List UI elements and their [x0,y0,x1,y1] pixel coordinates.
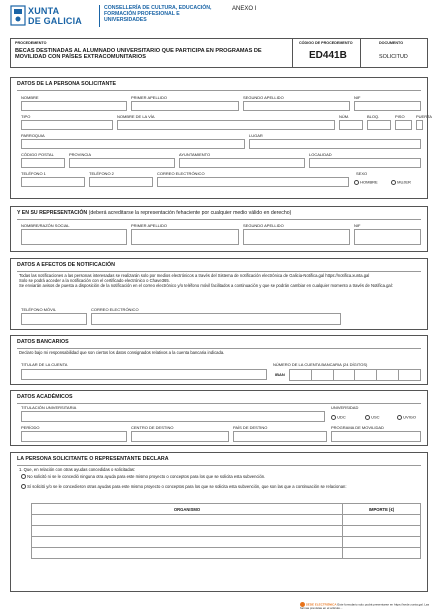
udc-label: UDC [337,414,346,420]
organismo-header: ORGANISMO [32,504,343,515]
representative-section [10,206,428,252]
logo-divider [99,5,100,27]
titular-label: TITULAR DE LA CUENTA [21,362,68,367]
periodo-label: PERÍODO [21,425,40,430]
rep-primer-apellido-field[interactable] [131,229,239,245]
notification-text [19,273,421,289]
lugar-field[interactable] [249,139,421,149]
numero-cuenta-label: NÚMERO DE LA CUENTA BANCARIA (24 DÍGITOS) [273,362,368,367]
procedure-title: BECAS DESTINADAS AL ALUMNADO UNIVERSITARIO QUE PARTICIPA EN PROGRAMAS DE MOVILIDAD CON PAÍSES EXTRACOMUNITARIOS [15,48,262,61]
mujer-label: MUJER [397,179,411,185]
opt2-radio[interactable] [21,484,26,489]
correo-label: CORREO ELECTRÓNICO [157,171,205,176]
telefono2-field[interactable] [89,177,153,187]
periodo-field[interactable] [21,431,127,442]
rep-nif-label: NIF [354,223,361,228]
aid-table [31,503,421,559]
table-row [32,515,421,526]
bank-section [10,335,428,385]
tipo-label: TIPO [21,114,31,119]
centro-label: CENTRO DE DESTINO [131,425,174,430]
nombre-label: NOMBRE [21,95,39,100]
galicia-shield-icon [10,5,26,27]
sexo-hombre-option[interactable] [354,180,378,185]
bank-declaration: Declaro bajo mi responsabilidad que son ciertos los datos consignados relativos a la cuenta bancaria indicada. [19,350,225,355]
centro-field[interactable] [131,431,229,442]
rep-primer-apellido-label: PRIMER APELLIDO [131,223,168,228]
document-type: SOLICITUD [379,54,408,60]
declaration-opt1[interactable] [21,474,421,479]
primer-apellido-label: PRIMER APELLIDO [131,95,168,100]
nif-field[interactable] [354,101,421,111]
opt1-radio[interactable] [21,474,26,479]
telefono1-label: TELÉFONO 1 [21,171,46,176]
academic-section-title: DATOS ACADÉMICOS [17,394,73,400]
applicant-section [10,77,432,199]
tipo-field[interactable] [21,120,113,130]
codigo-postal-field[interactable] [21,158,65,168]
pais-field[interactable] [233,431,327,442]
universidad-label: UNIVERSIDAD [331,405,359,410]
document-cell [361,39,427,67]
nombre-via-label: NOMBRE DE LA VÍA [117,114,155,119]
notif-correo-field[interactable] [91,313,341,325]
num-field[interactable] [339,120,363,130]
table-row [32,548,421,559]
codigo-postal-label: CÓDIGO POSTAL [21,152,54,157]
uni-uvigo-option[interactable] [397,415,416,420]
telefono1-field[interactable] [21,177,85,187]
telefono2-label: TELÉFONO 2 [89,171,114,176]
section-divider [17,348,421,349]
annex-label: ANEXO I [232,6,257,12]
section-divider [17,465,421,466]
telefono-movil-label: TELÉFONO MÓVIL [21,307,57,312]
puerta-field[interactable] [416,120,423,130]
pais-label: PAÍS DE DESTINO [233,425,268,430]
rep-segundo-apellido-label: SEGUNDO APELLIDO [243,223,284,228]
programa-label: PROGRAMA DE MOVILIDAD [331,425,384,430]
lugar-label: LUGAR [249,133,263,138]
rep-nombre-label: NOMBRE/RAZÓN SOCIAL [21,223,70,228]
representative-section-title: Y EN SU REPRESENTACIÓN [17,210,88,216]
udc-radio[interactable] [331,415,336,420]
table-row [32,526,421,537]
importe-header: IMPORTE (€) [343,504,421,515]
hombre-label: HOMBRE [360,179,378,185]
declaration-q1: 1. Que, en relación con otras ayudas concedidas o solicitadas: [19,467,136,472]
procedure-code-label: CÓDIGO DE PROCEDEMENTO [299,41,353,45]
correo-field[interactable] [157,177,349,187]
piso-field[interactable] [395,120,412,130]
section-divider [17,90,421,91]
opt1-text: No solicitó ni se le concedió ninguna otra ayuda para este mismo proyecto o conceptos para los que se solicita esta subvención. [27,474,266,479]
declaration-opt2[interactable] [21,484,421,489]
primer-apellido-field[interactable] [131,101,239,111]
rep-segundo-apellido-field[interactable] [243,229,350,245]
uvigo-label: UVIGO [403,414,417,420]
localidad-field[interactable] [309,158,421,168]
sede-badge: SEDE ELECTRÓNICA [305,602,337,607]
rep-nif-field[interactable] [354,229,421,245]
segundo-apellido-field[interactable] [243,101,350,111]
titulacion-label: TITULACIÓN UNIVERSITARIA [21,405,77,410]
document-label: DOCUMENTO [379,41,404,45]
programa-field[interactable] [331,431,421,442]
parroquia-field[interactable] [21,139,245,149]
procedure-label: PROCEDEMENTO [15,41,47,45]
declaration-section-title: LA PERSONA SOLICITANTE O REPRESENTANTE DECLARA [17,456,169,462]
uvigo-radio[interactable] [397,415,402,420]
declaration-section [10,452,428,592]
sexo-mujer-option[interactable] [391,180,411,185]
section-divider [17,271,421,272]
section-divider [17,219,421,220]
procedure-cell [11,39,293,67]
rep-nombre-field[interactable] [21,229,127,245]
puerta-label: PUERTA [416,114,432,119]
notification-section-title: DATOS A EFECTOS DE NOTIFICACIÓN [17,262,115,268]
opt2-text: Sí solicitó y/o se le concedieron otras ayudas para este mismo proyecto o conceptos para los que se solicita esta subvención, que son las que a continuación se relacionan: [27,484,347,489]
logo-text: XUNTA DE GALICIA [28,6,83,26]
footer-text: Este formulario solo podrá presentarse en https://sede.xunta.gal. Las formas previstas en el artículo... [300,602,430,610]
representative-title-line [17,210,291,216]
num-label: NÚM. [339,114,350,119]
usc-radio[interactable] [365,415,370,420]
bloq-label: BLOQ. [367,114,380,119]
parroquia-label: PARROQUIA [21,133,45,138]
bank-section-title: DATOS BANCARIOS [17,339,69,345]
provincia-label: PROVINCIA [69,152,92,157]
nombre-field[interactable] [21,101,127,111]
procedure-code: ED441B [309,50,347,61]
procedure-header [10,38,428,68]
nif-label: NIF [354,95,361,100]
notification-p2: Solo se podrá acceder a la notificación con el certificado electrónico o Chave365. [19,278,170,284]
localidad-label: LOCALIDAD [309,152,332,157]
mujer-radio[interactable] [391,180,396,185]
telefono-movil-field[interactable] [21,313,87,325]
iban-label: IBAN [275,372,285,377]
department-name: CONSELLERÍA DE CULTURA, EDUCACIÓN, FORMACIÓN PROFESIONAL E UNIVERSIDADES [104,5,212,23]
usc-label: USC [371,414,380,420]
bloq-field[interactable] [367,120,391,130]
sexo-label: SEXO [356,171,368,176]
representative-note: (deberá acreditarse la representación fehaciente por cualquier medio válido en derecho) [88,210,292,216]
titulacion-field[interactable] [21,411,325,422]
uni-usc-option[interactable] [365,415,380,420]
uni-udc-option[interactable] [331,415,346,420]
notification-section [10,258,428,330]
iban-field[interactable] [289,369,421,381]
ayuntamiento-label: AYUNTAMIENTO [179,152,211,157]
piso-label: PISO [395,114,405,119]
procedure-code-cell [293,39,361,67]
applicant-section-title: DATOS DE LA PERSONA SOLICITANTE [17,81,117,87]
ayuntamiento-field[interactable] [179,158,305,168]
academic-section [10,390,428,446]
nombre-via-field[interactable] [117,120,335,130]
segundo-apellido-label: SEGUNDO APELLIDO [243,95,284,100]
titular-field[interactable] [21,369,267,380]
notif-correo-label: CORREO ELECTRÓNICO [91,307,139,312]
section-divider [17,403,421,404]
table-row [32,537,421,548]
provincia-field[interactable] [69,158,175,168]
footer-note [300,602,432,611]
notification-p1: Todas las notificaciones a las personas interesadas se realizarán solo por medios electrónicos a través del Sistema de notificación electrónica de Galicia-Notifica.gal https://notifica.xunta.gal [19,273,370,278]
notification-p3: Se enviarán avisos de puesta a disposición de la notificación en el correo electrónico y/o teléfono móvil facilitados a continuación y que se podrán cambiar en cualquier momento a través de Notifica.gal: [19,283,393,289]
hombre-radio[interactable] [354,180,359,185]
